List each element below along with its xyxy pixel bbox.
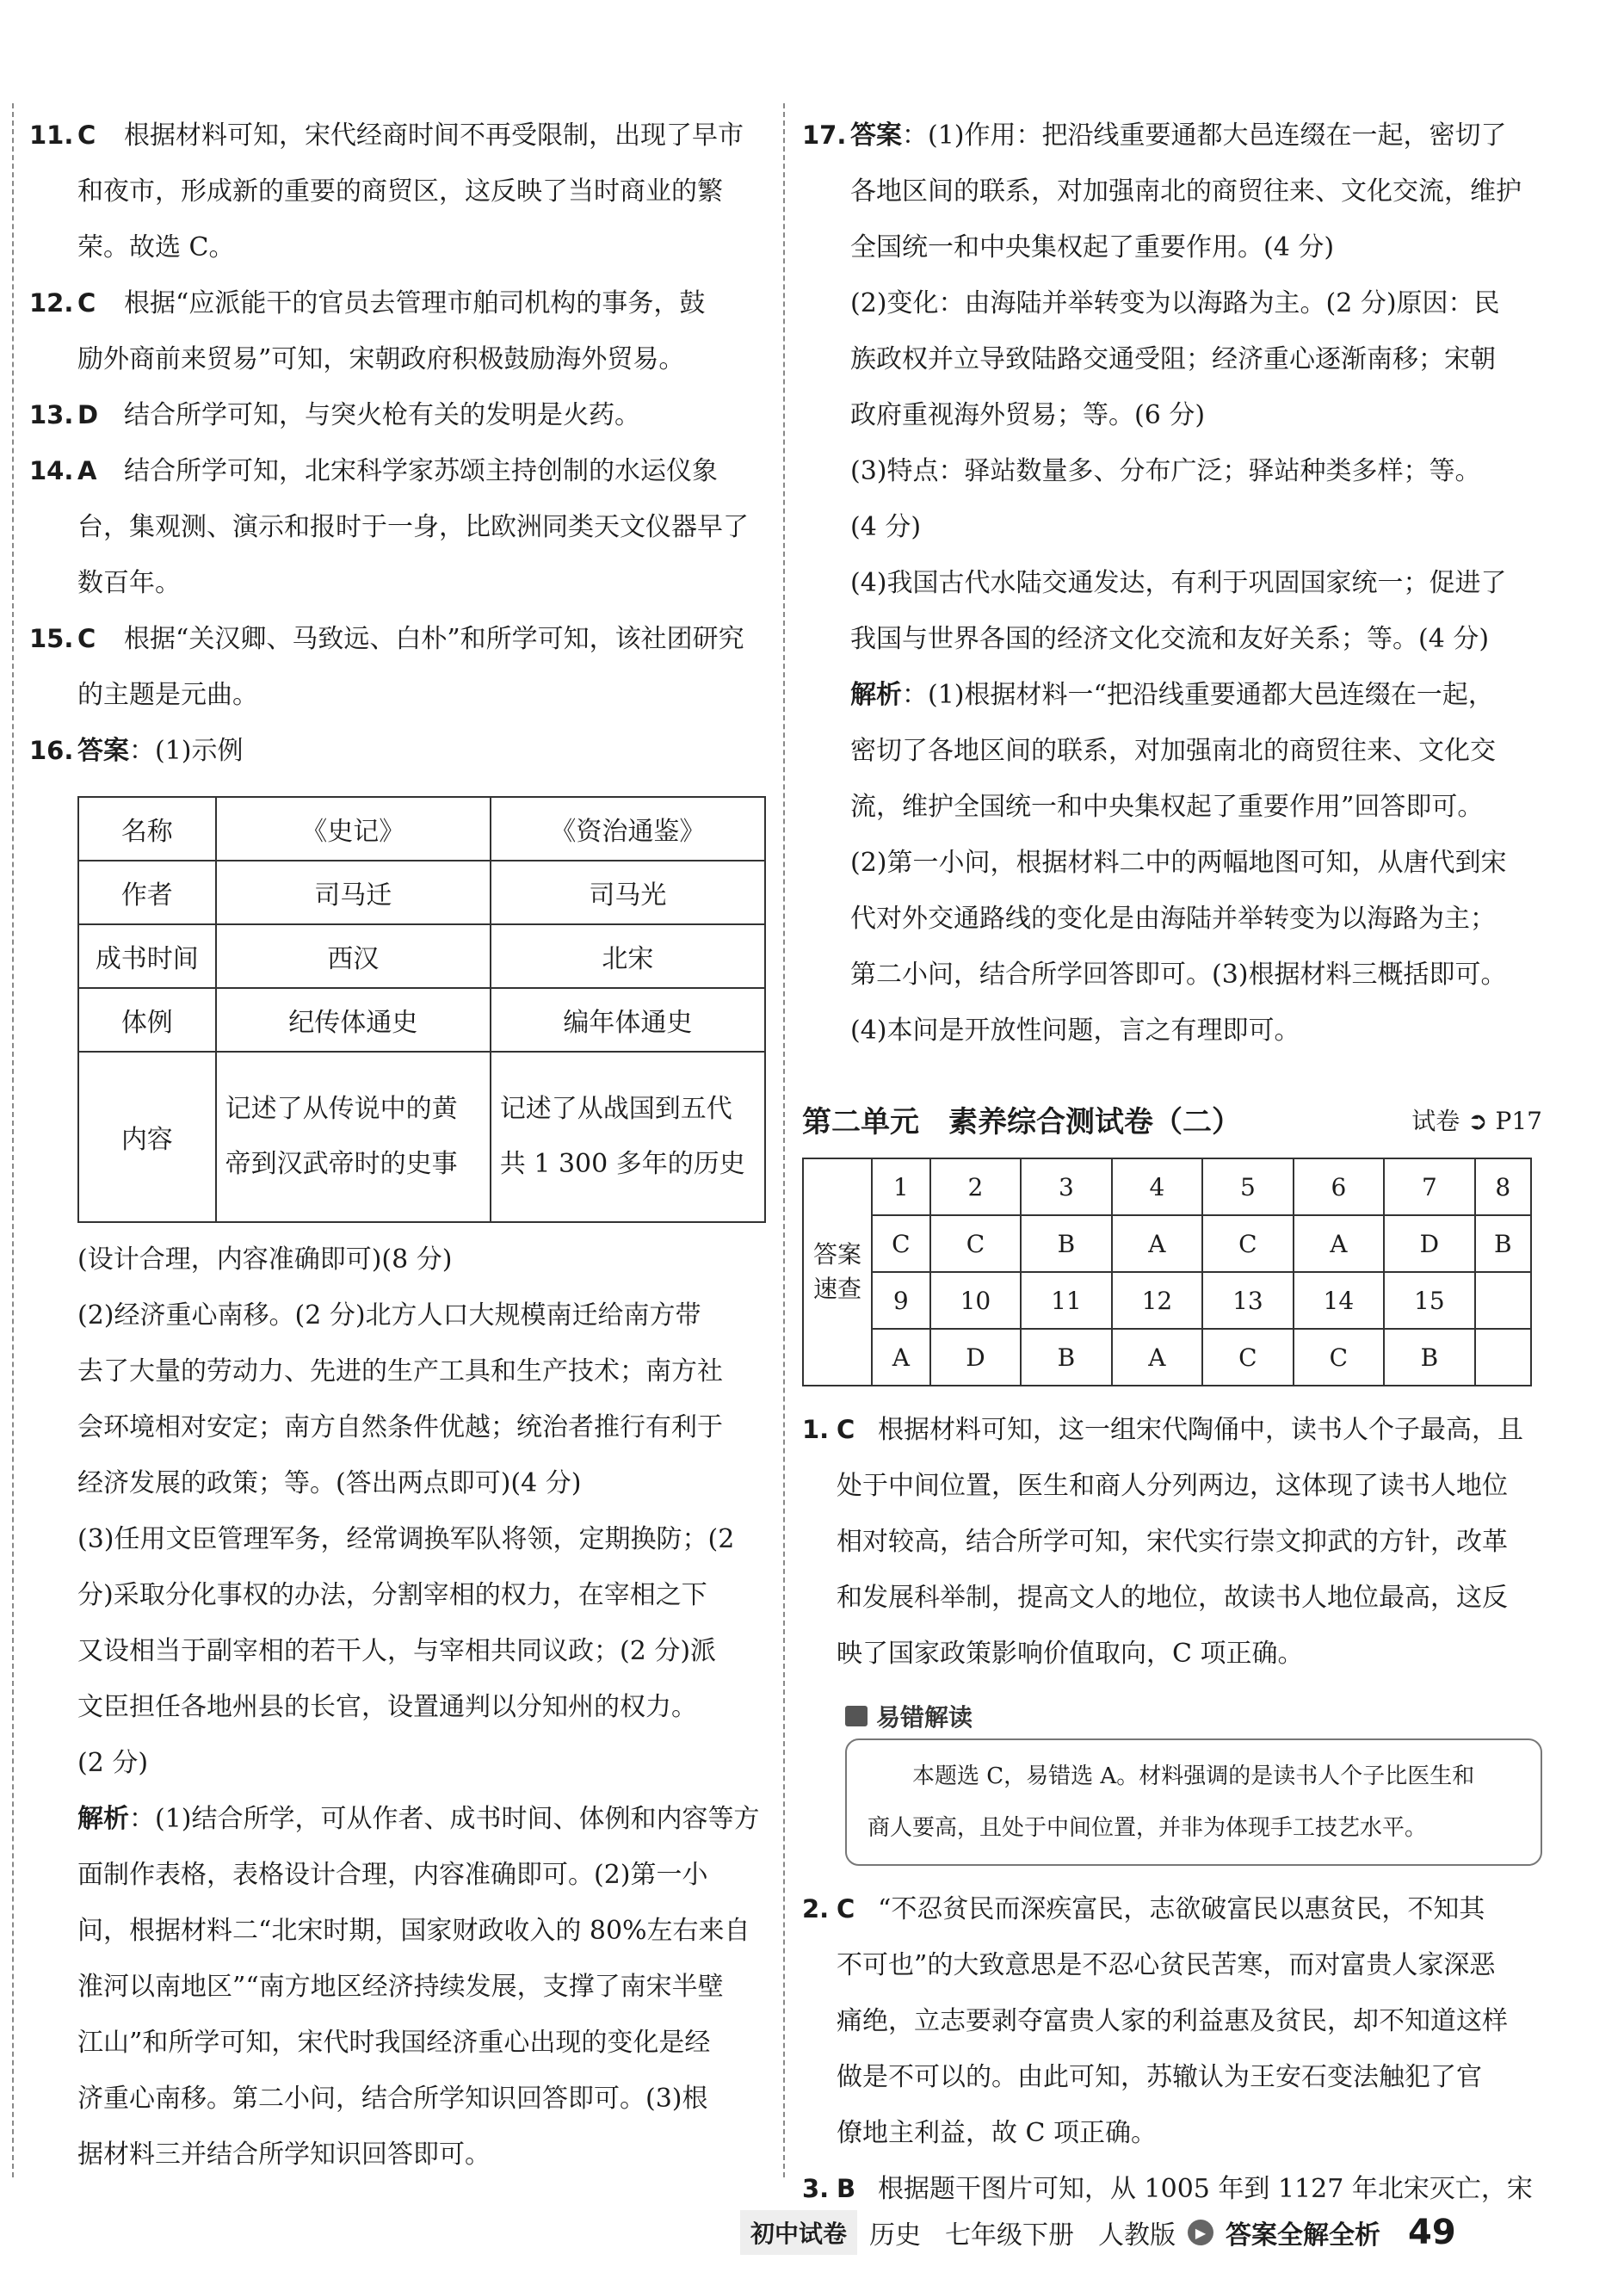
q17-analysis-line: (2)第一小问，根据材料二中的两幅地图可知，从唐代到宋 — [850, 848, 1507, 878]
table-cell: 《资治通鉴》 — [491, 797, 765, 861]
q17-line: 全国统一和中央集权起了重要作用。(4 分) — [850, 232, 1335, 262]
q16-line: (设计合理，内容准确即可)(8 分) — [77, 1244, 453, 1275]
quick-ans: B — [1021, 1215, 1111, 1272]
q16-analysis-label: 解析 — [77, 1804, 129, 1834]
q11-answer: C — [77, 120, 96, 150]
q11-number: 11. — [29, 120, 74, 150]
table-row — [803, 1329, 1531, 1386]
answer-quick-table — [802, 1158, 1532, 1386]
q17-line: 族政权并立导致陆路交通受阻；经济重心逐渐南移；宋朝 — [850, 344, 1496, 374]
u2-line: 痛绝，立志要剥夺富贵人家的利益惠及贫民，却不知道这样 — [837, 2006, 1508, 2036]
table-row — [78, 797, 765, 861]
quick-num — [1475, 1272, 1531, 1329]
quick-num: 14 — [1294, 1272, 1384, 1329]
u1-line: 映了国家政策影响价值取向，C 项正确。 — [837, 1639, 1304, 1669]
quick-ans: C — [1294, 1329, 1384, 1386]
q14-line: 结合所学可知，北宋科学家苏颂主持创制的水运仪象 — [124, 456, 718, 486]
q16-line: (2)经济重心南移。(2 分)北方人口大规模南迁给南方带 — [77, 1300, 701, 1331]
q13-answer: D — [77, 400, 99, 429]
u2 — [802, 1881, 1542, 1937]
column-divider — [783, 103, 785, 2177]
tip-line: 本题选 C，易错选 A。材料强调的是读书人个子比医生和 — [912, 1763, 1475, 1789]
u1-line: 相对较高，结合所学可知，宋代实行崇文抑武的方针，改革 — [837, 1527, 1508, 1557]
q11-line: 荣。故选 C。 — [77, 232, 235, 262]
q14-line: 台，集观测、演示和报时于一身，比欧洲同类天文仪器早了 — [77, 512, 749, 542]
section-ref-page: P17 — [1495, 1106, 1542, 1135]
q17-number: 17. — [802, 120, 847, 150]
quick-num: 10 — [930, 1272, 1021, 1329]
quick-num: 11 — [1021, 1272, 1111, 1329]
q15-number: 15. — [29, 624, 74, 653]
q17-line: (2)变化：由海陆并举转变为以海路为主。(2 分)原因：民 — [850, 288, 1500, 318]
table-cell: 西汉 — [216, 924, 491, 988]
quick-table-label: 答案速查 — [803, 1158, 872, 1386]
quick-ans: A — [1294, 1215, 1384, 1272]
u2-line: “不忍贫民而深疾富民，志欲破富民以惠贫民，不知其 — [878, 1894, 1485, 1924]
q17-line: 我国与世界各国的经济文化交流和友好关系；等。(4 分) — [850, 624, 1490, 654]
quick-ans: A — [1112, 1329, 1202, 1386]
q16-analysis-line: 据材料三并结合所学知识回答即可。 — [77, 2140, 491, 2170]
q16-line: (3)任用文臣管理军务，经常调换军队将领，定期换防；(2 — [77, 1524, 735, 1554]
q17-line: 政府重视海外贸易；等。(6 分) — [850, 400, 1206, 430]
q12-answer: C — [77, 288, 96, 318]
q14-line: 数百年。 — [77, 568, 181, 598]
q14 — [29, 443, 769, 499]
quick-num: 4 — [1112, 1158, 1202, 1215]
q16-intro: ：(1)示例 — [129, 736, 244, 766]
u2-line: 做是不可以的。由此可知，苏辙认为王安石变法触犯了官 — [837, 2062, 1482, 2092]
table-cell: 纪传体通史 — [216, 988, 491, 1052]
tip-heading — [845, 1699, 1542, 1733]
q16-answer-label: 答案 — [77, 736, 129, 766]
u3-answer: B — [837, 2174, 856, 2203]
q16-analysis-line: 济重心南移。第二小问，结合所学知识回答即可。(3)根 — [77, 2084, 708, 2114]
section-ref-prefix: 试卷 — [1411, 1106, 1460, 1135]
u1-line: 根据材料可知，这一组宋代陶俑中，读书人个子最高，且 — [878, 1415, 1523, 1445]
q12-line: 励外商前来贸易”可知，宋朝政府积极鼓励海外贸易。 — [77, 344, 685, 374]
q12-line: 根据“应派能干的官员去管理市舶司机构的事务，鼓 — [124, 288, 706, 318]
quick-ans: A — [1112, 1215, 1202, 1272]
u2-line: 不可也”的大致意思是不忍心贫民苦寒，而对富贵人家深恶 — [837, 1950, 1496, 1980]
table-row — [78, 988, 765, 1052]
q12-number: 12. — [29, 288, 74, 318]
q13 — [29, 387, 769, 443]
q16-line: 文臣担任各地州县的长官，设置通判以分知州的权力。 — [77, 1692, 697, 1722]
q17-analysis-label: 解析 — [850, 680, 902, 710]
q13-number: 13. — [29, 400, 74, 429]
table-row — [78, 924, 765, 988]
quick-ans: D — [1384, 1215, 1474, 1272]
q16-analysis-text: ：(1)结合所学，可从作者、成书时间、体例和内容等方 — [129, 1804, 760, 1834]
q16-number: 16. — [29, 736, 74, 765]
quick-num: 15 — [1384, 1272, 1474, 1329]
u1-line: 处于中间位置，医生和商人分列两边，这体现了读书人地位 — [837, 1471, 1508, 1501]
q16-analysis-line: 面制作表格，表格设计合理，内容准确即可。(2)第一小 — [77, 1860, 708, 1890]
quick-ans: C — [1202, 1329, 1293, 1386]
u1-answer: C — [837, 1415, 855, 1444]
q16-table — [77, 796, 766, 1223]
page-number: 49 — [1408, 2213, 1456, 2252]
quick-ans: B — [1475, 1215, 1531, 1272]
table-cell: 北宋 — [491, 924, 765, 988]
section-title: 第二单元 素养综合测试卷（二） — [802, 1105, 1241, 1139]
table-row — [78, 1052, 765, 1222]
tip-label: 易错解读 — [876, 1703, 973, 1732]
u2-answer: C — [837, 1894, 855, 1924]
q11-line: 和夜市，形成新的重要的商贸区，这反映了当时商业的繁 — [77, 176, 723, 207]
q15-answer: C — [77, 624, 96, 653]
quick-num: 12 — [1112, 1272, 1202, 1329]
table-row — [78, 861, 765, 924]
footer-edition: 人教版 — [1098, 2220, 1176, 2251]
quick-ans: B — [1021, 1329, 1111, 1386]
quick-num: 2 — [930, 1158, 1021, 1215]
table-row — [803, 1158, 1531, 1215]
q15-line: 根据“关汉卿、马致远、白朴”和所学可知，该社团研究 — [124, 624, 744, 654]
q17-analysis-line: (4)本问是开放性问题，言之有理即可。 — [850, 1016, 1300, 1046]
quick-ans: C — [872, 1215, 930, 1272]
tip-line: 商人要高，且处于中间位置，并非为体现手工技艺水平。 — [868, 1815, 1428, 1841]
q17-line: (3)特点：驿站数量多、分布广泛；驿站种类多样；等。 — [850, 456, 1481, 486]
quick-num: 6 — [1294, 1158, 1384, 1215]
table-row — [803, 1272, 1531, 1329]
table-row — [803, 1215, 1531, 1272]
left-column — [29, 108, 769, 2183]
quick-num: 9 — [872, 1272, 930, 1329]
u1-number: 1. — [802, 1415, 830, 1444]
u2-number: 2. — [802, 1894, 830, 1924]
q11-line: 根据材料可知，宋代经商时间不再受限制，出现了早市 — [124, 120, 744, 151]
right-column — [802, 108, 1542, 2217]
q17-analysis-line: 流，维护全国统一和中央集权起了重要作用”回答即可。 — [850, 792, 1484, 822]
u2-line: 僚地主利益，故 C 项正确。 — [837, 2118, 1158, 2148]
footer-subject: 历史 — [869, 2220, 922, 2251]
q16-line: 去了大量的劳动力、先进的生产工具和生产技术；南方社 — [77, 1356, 723, 1386]
q16-analysis-line: 江山”和所学可知，宋代时我国经济重心出现的变化是经 — [77, 2028, 711, 2058]
q17-analysis-line: 密切了各地区间的联系，对加强南北的商贸往来、文化交 — [850, 736, 1496, 766]
quick-ans: B — [1384, 1329, 1474, 1386]
q15-line: 的主题是元曲。 — [77, 680, 258, 710]
q15 — [29, 611, 769, 667]
table-cell: 司马光 — [491, 861, 765, 924]
q13-line: 结合所学可知，与突火枪有关的发明是火药。 — [124, 400, 640, 430]
q12 — [29, 275, 769, 331]
section-ref — [1411, 1102, 1542, 1137]
quick-num: 8 — [1475, 1158, 1531, 1215]
section-heading — [802, 1098, 1542, 1140]
table-head-cell: 体例 — [78, 988, 216, 1052]
q16-analysis-line: 问，根据材料二“北宋时期，国家财政收入的 80%左右来自 — [77, 1916, 750, 1946]
table-head-cell: 成书时间 — [78, 924, 216, 988]
play-icon: ▶ — [1188, 2220, 1213, 2245]
table-cell: 司马迁 — [216, 861, 491, 924]
table-cell: 编年体通史 — [491, 988, 765, 1052]
q17-line: (4)我国古代水陆交通发达，有利于巩固国家统一；促进了 — [850, 568, 1507, 598]
left-margin-dash — [12, 103, 14, 2177]
quick-num: 3 — [1021, 1158, 1111, 1215]
q11 — [29, 108, 769, 164]
q16-line: 会环境相对安定；南方自然条件优越；统治者推行有利于 — [77, 1412, 723, 1442]
quick-num: 7 — [1384, 1158, 1474, 1215]
q16-line: 又设相当于副宰相的若干人，与宰相共同议政；(2 分)派 — [77, 1636, 717, 1666]
u1 — [802, 1402, 1542, 1458]
quick-ans: C — [930, 1215, 1021, 1272]
u1-line: 和发展科举制，提高文人的地位，故读书人地位最高，这反 — [837, 1583, 1508, 1613]
table-cell: 记述了从传说中的黄帝到汉武帝时的史事 — [216, 1052, 491, 1222]
q17-line: (4 分) — [850, 512, 922, 542]
q16 — [29, 723, 769, 779]
table-head-cell: 内容 — [78, 1052, 216, 1222]
quick-ans: C — [1202, 1215, 1293, 1272]
q17-analysis-line — [802, 667, 1542, 723]
q17 — [802, 108, 1542, 164]
q16-analysis-line — [29, 1791, 769, 1847]
footer-grade: 七年级下册 — [945, 2220, 1075, 2251]
q16-line: 分)采取分化事权的办法，分割宰相的权力，在宰相之下 — [77, 1580, 707, 1610]
quick-ans — [1475, 1329, 1531, 1386]
quick-ans: A — [872, 1329, 930, 1386]
table-cell: 记述了从战国到五代共 1 300 多年的历史 — [491, 1052, 765, 1222]
table-head-cell: 名称 — [78, 797, 216, 861]
u3-number: 3. — [802, 2174, 830, 2203]
q17-answer-text: ：(1)作用：把沿线重要通都大邑连缀在一起，密切了 — [902, 120, 1507, 151]
tip-box — [845, 1738, 1542, 1866]
u3-line: 根据题干图片可知，从 1005 年到 1127 年北宋灭亡，宋 — [878, 2174, 1533, 2204]
quick-num: 5 — [1202, 1158, 1293, 1215]
q16-line: (2 分) — [77, 1748, 149, 1778]
q17-line: 各地区间的联系，对加强南北的商贸往来、文化交流，维护 — [850, 176, 1522, 207]
q16-line: 经济发展的政策；等。(答出两点即可)(4 分) — [77, 1468, 582, 1498]
table-cell: 《史记》 — [216, 797, 491, 861]
q14-number: 14. — [29, 456, 74, 485]
quick-num: 13 — [1202, 1272, 1293, 1329]
table-head-cell: 作者 — [78, 861, 216, 924]
q17-analysis-text: ：(1)根据材料一“把沿线重要通都大邑连缀在一起， — [902, 680, 1494, 710]
q14-answer: A — [77, 456, 97, 485]
q17-answer-label: 答案 — [850, 120, 902, 151]
book-icon — [845, 1706, 868, 1726]
q17-analysis-line: 代对外交通路线的变化是由海陆并举转变为以海路为主； — [850, 904, 1496, 934]
q16-analysis-line: 淮河以南地区”“南方地区经济持续发展，支撑了南宋半壁 — [77, 1972, 724, 2002]
quick-ans: D — [930, 1329, 1021, 1386]
quick-num: 1 — [872, 1158, 930, 1215]
footer-series: 答案全解全析 — [1226, 2220, 1381, 2251]
arrow-right-icon: ➲ — [1467, 1106, 1488, 1135]
page-footer — [740, 2208, 1566, 2257]
q17-analysis-line: 第二小问，结合所学回答即可。(3)根据材料三概括即可。 — [850, 960, 1507, 990]
footer-brand: 初中试卷 — [740, 2210, 857, 2255]
